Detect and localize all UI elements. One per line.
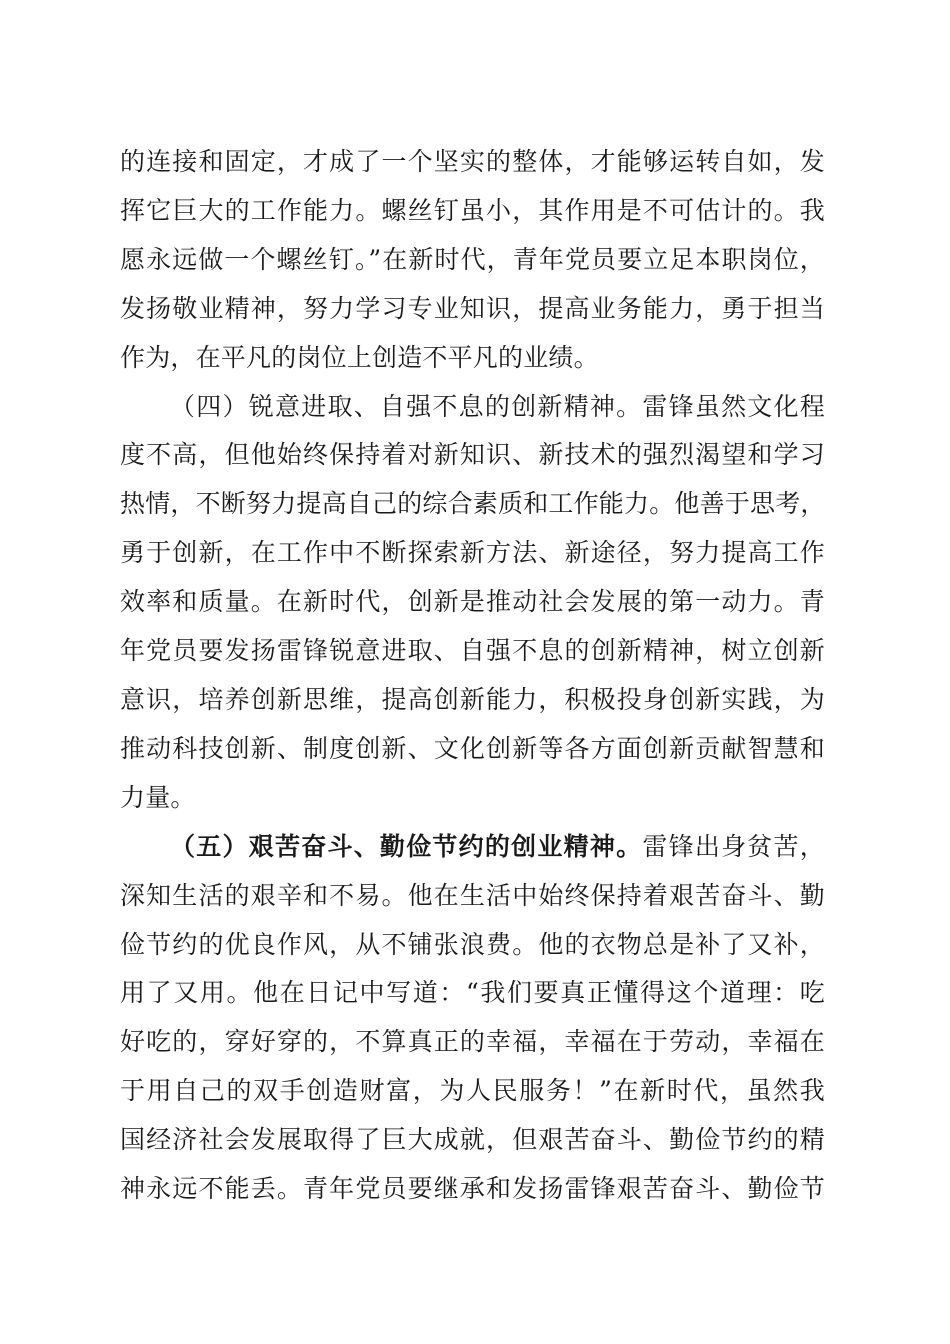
paragraph-section-four [120,383,825,823]
section-heading-line [120,383,825,432]
section-four-heading: （四）锐意进取、自强不息的创新精神。 [170,391,643,421]
text-line: 的连接和固定，才成了一个坚实的整体，才能够运转自如，发 [120,147,825,176]
text-line: 国经济社会发展取得了巨大成就，但艰苦奋斗、勤俭节约的精 [120,1125,825,1155]
section-five-first-line-text: 雷锋出身贫苦， [642,831,825,861]
text-line: 用了又用。他在日记中写道：“我们要真正懂得这个道理：吃 [120,978,825,1008]
text-line: 好吃的，穿好穿的，不算真正的幸福，幸福在于劳动，幸福在 [120,1027,825,1057]
text-line: 推动科技创新、制度创新、文化创新等各方面创新贡献智慧和 [120,733,825,763]
text-line: 作为，在平凡的岗位上创造不平凡的业绩。 [120,342,599,372]
text-line: 效率和质量。在新时代，创新是推动社会发展的第一动力。青 [120,587,825,617]
section-five-heading: （五）艰苦奋斗、勤俭节约的创业精神。 [170,831,643,861]
text-line: 愿永远做一个螺丝钉。”在新时代，青年党员要立足本职岗位， [120,244,825,274]
text-line: 热情，不断努力提高自己的综合素质和工作能力。他善于思考， [120,489,826,519]
paragraph-section-five [120,823,825,1214]
document-body [120,138,825,1214]
text-line: 俭节约的优良作风，从不铺张浪费。他的衣物总是补了又补， [120,929,825,959]
text-line: 度不高，但他始终保持着对新知识、新技术的强烈渴望和学习 [120,440,825,470]
text-line: 年党员要发扬雷锋锐意进取、自强不息的创新精神，树立创新 [120,636,825,666]
section-four-first-line-text: 雷锋虽然文化程 [642,391,825,421]
text-line: 力量。 [120,782,196,812]
text-line: 勇于创新，在工作中不断探索新方法、新途径，努力提高工作 [120,538,825,568]
text-line: 于用自己的双手创造财富，为人民服务！”在新时代，虽然我 [120,1076,825,1106]
text-line: 挥它巨大的工作能力。螺丝钉虽小，其作用是不可估计的。我 [120,195,825,225]
text-line: 深知生活的艰辛和不易。他在生活中始终保持着艰苦奋斗、勤 [120,880,825,910]
text-line: 神永远不能丢。青年党员要继承和发扬雷锋艰苦奋斗、勤俭节 [120,1174,825,1204]
text-line: 发扬敬业精神，努力学习专业知识，提高业务能力，勇于担当 [120,293,825,323]
text-line: 意识，培养创新思维，提高创新能力，积极投身创新实践，为 [120,684,825,714]
paragraph-continuation [120,138,825,383]
section-heading-line [120,823,825,872]
